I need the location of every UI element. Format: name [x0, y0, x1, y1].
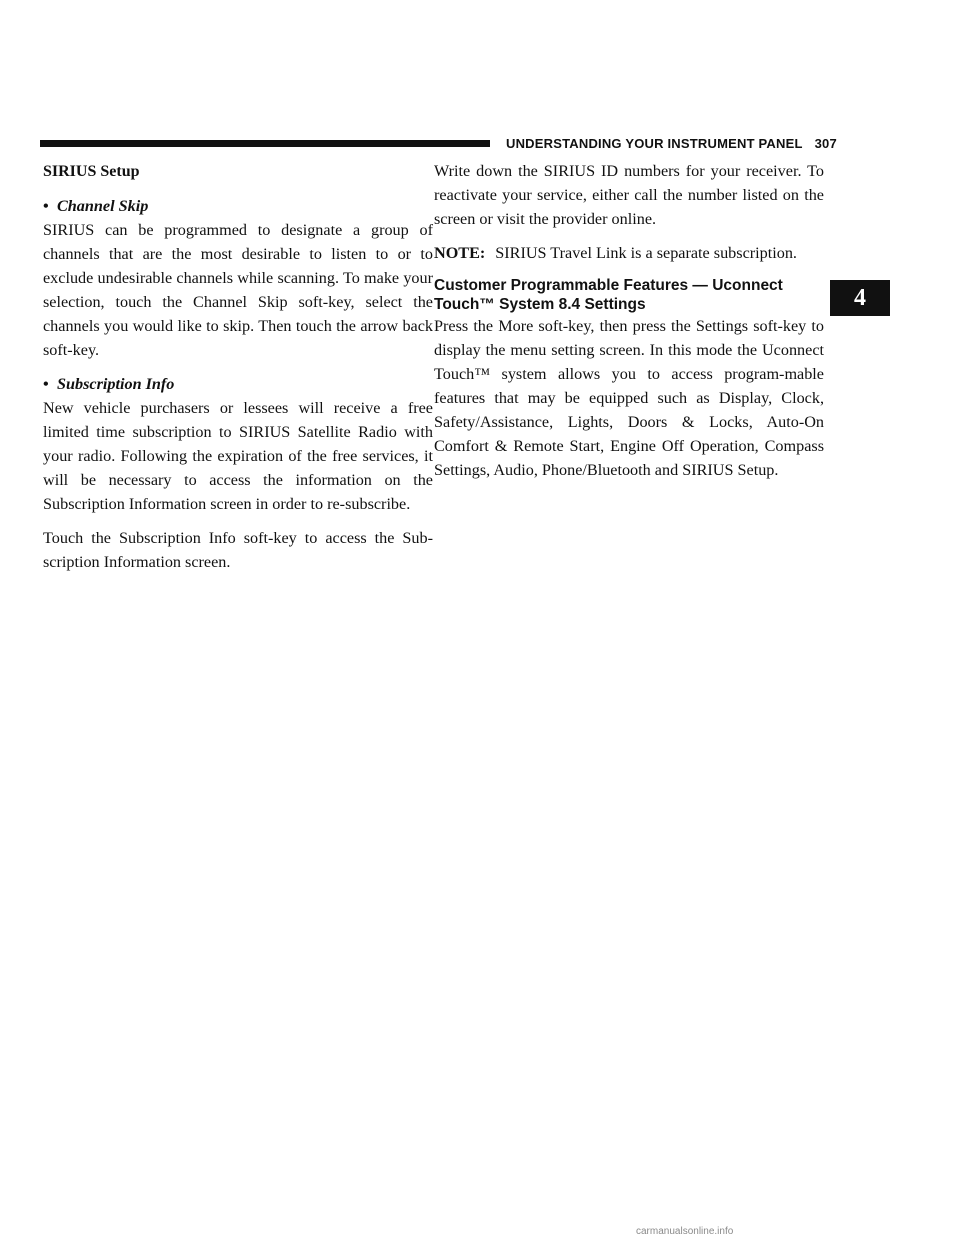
- bullet-channel-skip: [43, 194, 433, 218]
- bullet-subscription-info: [43, 372, 433, 396]
- channel-skip-heading: Channel Skip: [57, 197, 149, 215]
- chapter-tab: 4: [830, 280, 890, 316]
- bullet-icon: •: [43, 197, 49, 215]
- settings-body: Press the More soft-key, then press the Settings soft-key to display the menu setting screen. In this mode the Uconnect Touch™ system allows you to access program-mable features that may be equipped such as Display, Clock, Safety/Assistance, Lights, Doors & Locks, Auto-On Comfort & Remote Start, Engine Off Operation, Compass Settings, Audio, Phone/Bluetooth and SIRIUS Setup.: [434, 317, 824, 479]
- note-text: SIRIUS Travel Link is a separate subscription.: [495, 244, 797, 262]
- page-number: 307: [814, 136, 837, 151]
- note-label: NOTE:: [434, 244, 486, 262]
- channel-skip-body: SIRIUS can be programmed to designate a group of channels that are the most desirable to listen to or to exclude undesirable channels while scanning. To make your selection, touch the Channel Skip soft-key, select the channels you would like to skip. Then touch the arrow back soft-key.: [43, 221, 433, 359]
- note-paragraph: [434, 241, 824, 265]
- subscription-info-body: New vehicle purchasers or lessees will receive a free limited time subscription to SIRIUS Satellite Radio with your radio. Following the expiration of the free services, it will be necessary to access the information on the Subscription Information screen in order to re-subscribe.: [43, 399, 433, 513]
- subscription-info-body-2: Touch the Subscription Info soft-key to access the Sub-scription Information screen.: [43, 529, 433, 571]
- section-title-sirius-setup: SIRIUS Setup: [43, 163, 140, 180]
- running-header: [506, 136, 837, 151]
- sirius-id-paragraph: Write down the SIRIUS ID numbers for your receiver. To reactivate your service, either call the number listed on the screen or visit the provider online.: [434, 162, 824, 228]
- left-column: [43, 160, 433, 574]
- subscription-info-heading: Subscription Info: [57, 375, 175, 393]
- bullet-icon: •: [43, 375, 49, 393]
- footer-watermark: carmanualsonline.info: [636, 1226, 734, 1237]
- right-column: [434, 159, 824, 482]
- header-title: UNDERSTANDING YOUR INSTRUMENT PANEL: [506, 136, 803, 151]
- header-rule: [40, 140, 490, 147]
- section-heading-programmable-features: Customer Programmable Features — Uconnect Touch™ System 8.4 Settings: [434, 277, 783, 313]
